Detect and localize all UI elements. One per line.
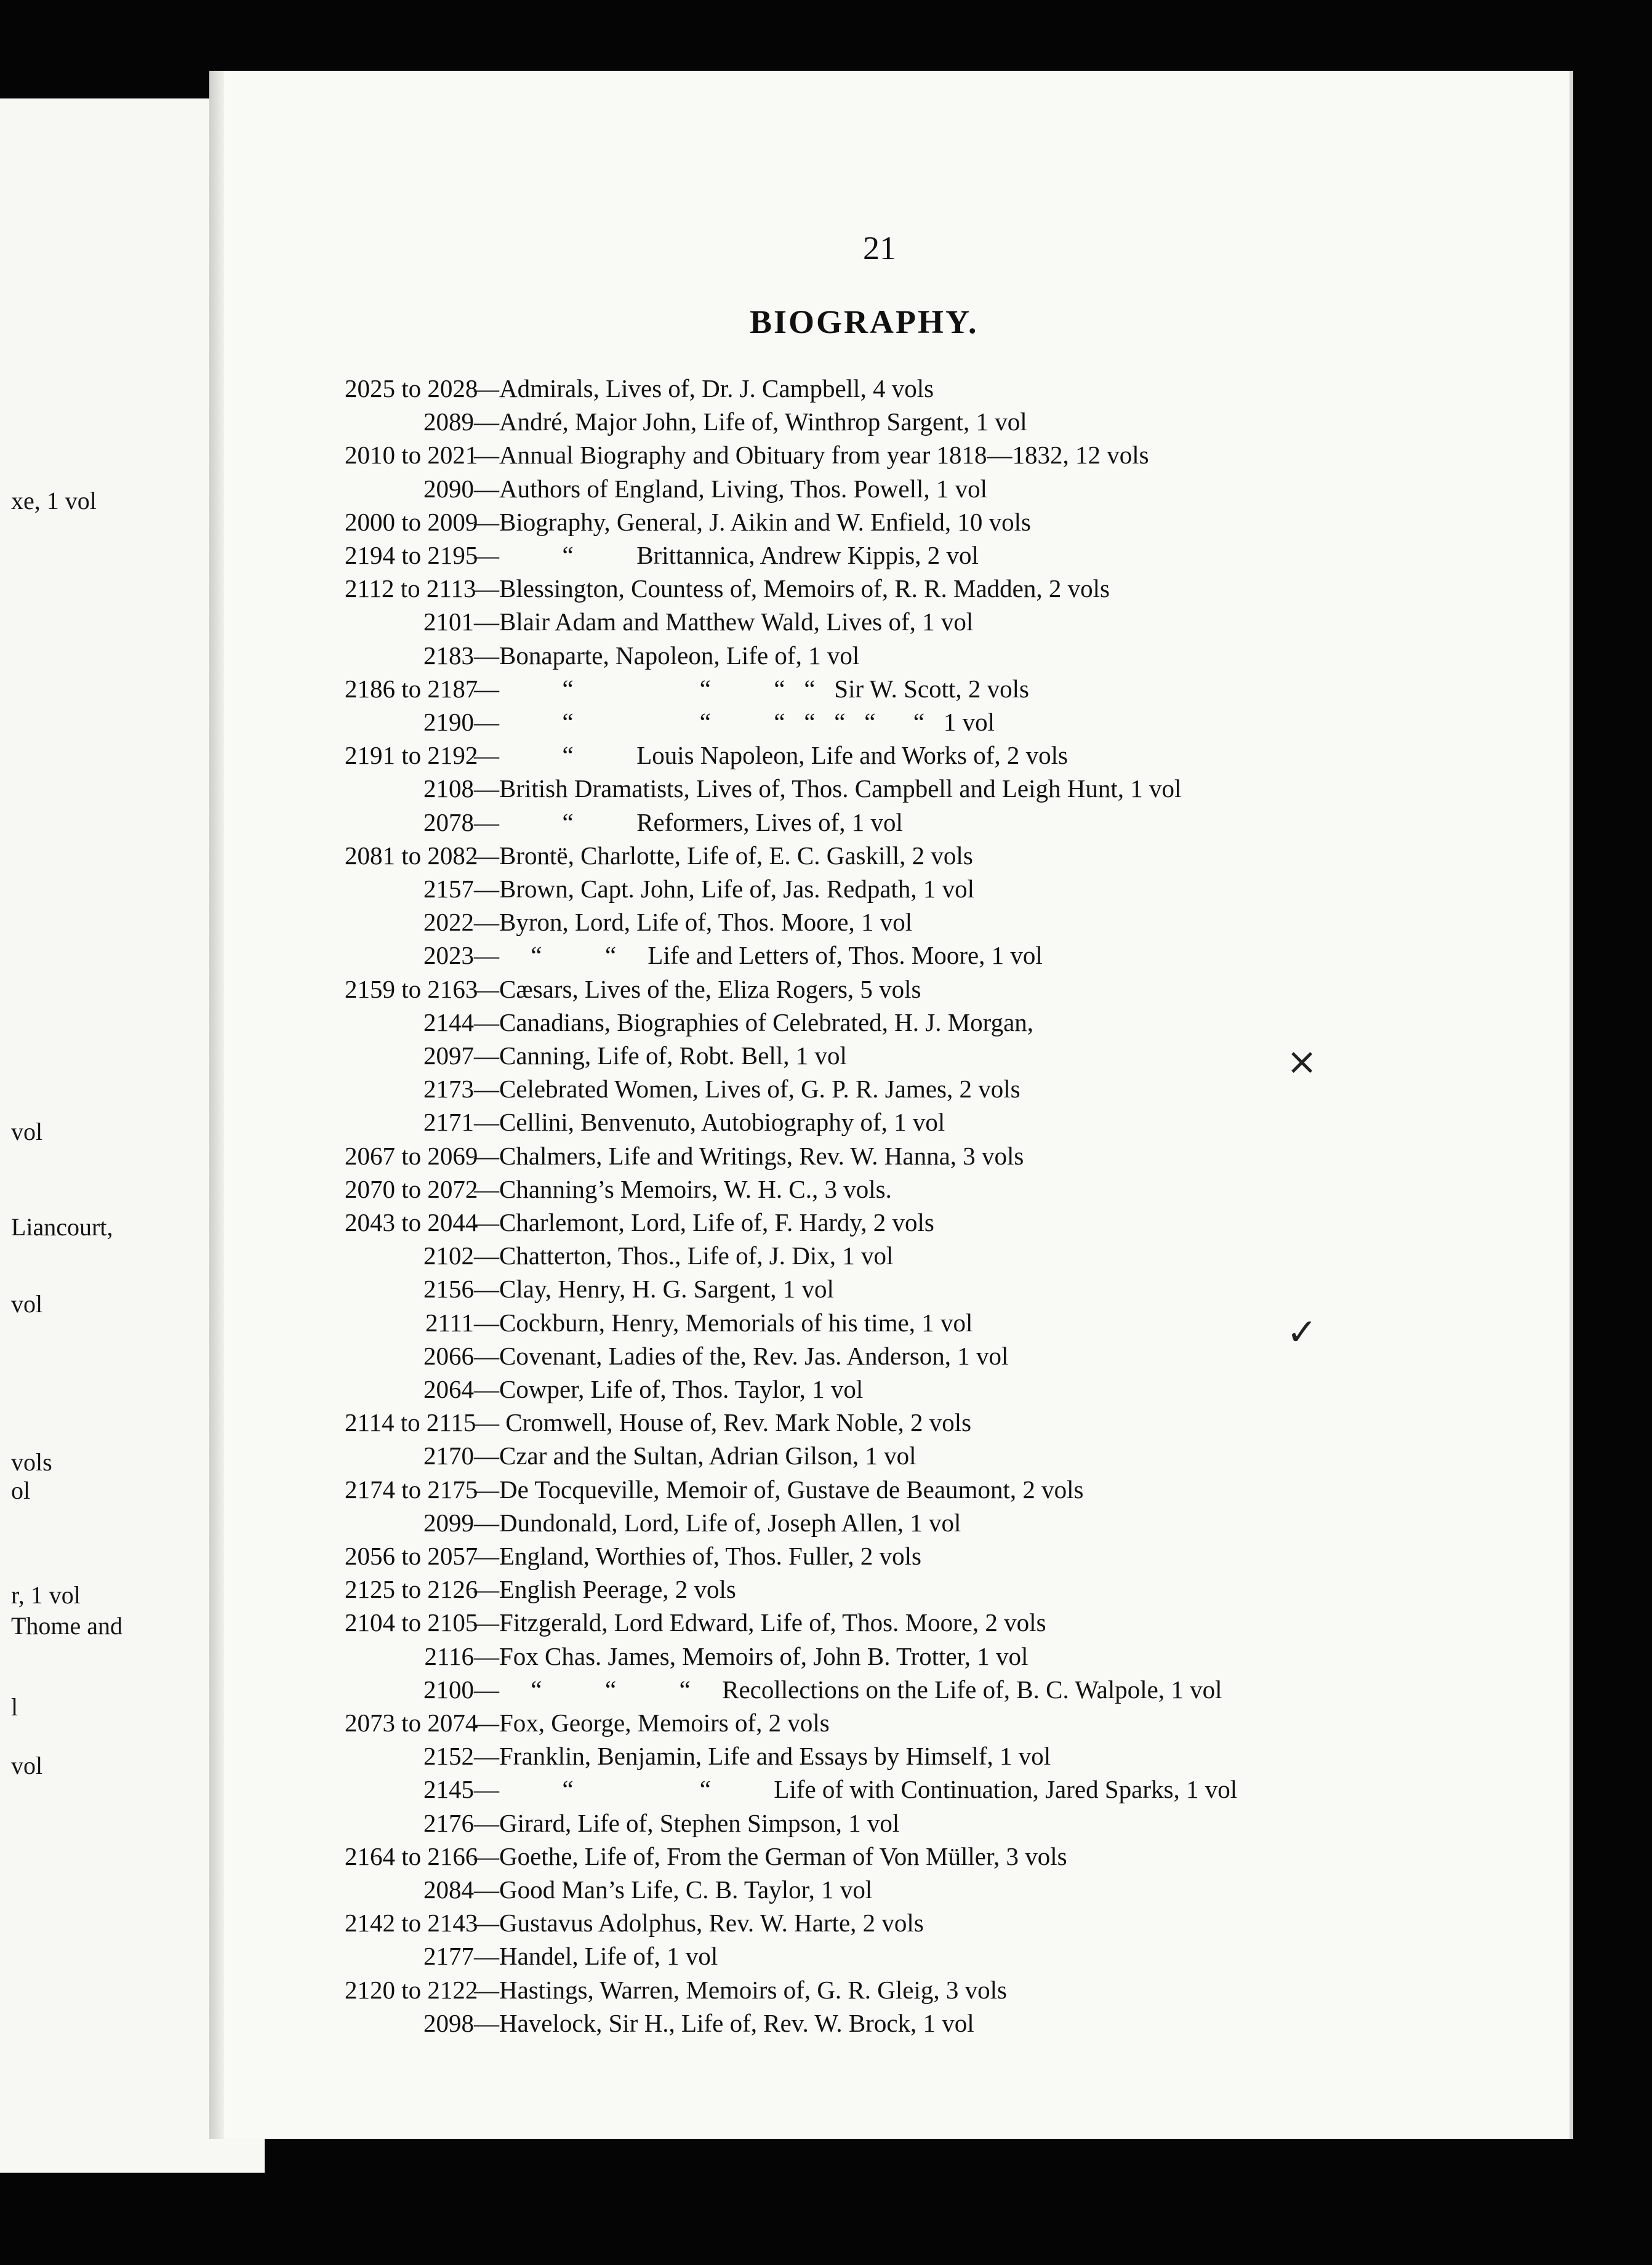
entry-text: —Havelock, Sir H., Life of, Rev. W. Brock, 1 vol <box>474 2008 974 2037</box>
entry-text: — “ “ Life and Letters of, Thos. Moore, 1 vol <box>474 941 1043 970</box>
entry-text: — Cromwell, House of, Rev. Mark Noble, 2 vols <box>474 1408 972 1437</box>
left-page-fragment: xe, 1 vol <box>11 487 97 515</box>
entry-number-range: 2101 <box>423 607 474 636</box>
entry-number-range: 2164 to 2166 <box>345 1842 478 1870</box>
entry-line <box>345 808 903 836</box>
left-page-fragment: l <box>11 1693 18 1721</box>
entry-line <box>345 1875 872 1904</box>
entry-number-range: 2090 <box>423 474 474 503</box>
entry-number-range: 2125 to 2126 <box>345 1575 478 1604</box>
entry-line <box>345 1608 1046 1637</box>
entry-line <box>345 875 974 903</box>
entry-text: —Biography, General, J. Aikin and W. Enfield, 10 vols <box>474 507 1031 536</box>
entry-line <box>345 374 934 403</box>
entry-line <box>345 1575 736 1603</box>
entry-number-range: 2174 to 2175 <box>345 1475 478 1504</box>
entry-line <box>345 1441 916 1470</box>
entry-text: —England, Worthies of, Thos. Fuller, 2 vols <box>474 1542 921 1570</box>
entry-line <box>345 407 1027 436</box>
entry-line <box>345 1342 1008 1370</box>
entry-text: — “ “ “ “ Sir W. Scott, 2 vols <box>474 674 1029 703</box>
entry-number-range: 2073 to 2074 <box>345 1709 478 1737</box>
entry-text: —Fitzgerald, Lord Edward, Life of, Thos. Moore, 2 vols <box>474 1608 1046 1637</box>
entry-line <box>345 1475 1083 1504</box>
entry-text: — “ “ “ “ “ “ “ 1 vol <box>474 708 995 736</box>
entry-text: —Admirals, Lives of, Dr. J. Campbell, 4 vols <box>474 374 934 403</box>
left-page-fragment: vols <box>11 1448 52 1476</box>
entry-line <box>345 607 973 636</box>
entry-number-range: 2111 <box>425 1308 474 1337</box>
entry-number-range: 2177 <box>423 1942 474 1971</box>
entry-line <box>345 1208 934 1237</box>
entry-text: —Authors of England, Living, Thos. Powell, 1 vol <box>474 474 988 503</box>
entry-text: —Chalmers, Life and Writings, Rev. W. Hanna, 3 vols <box>474 1141 1024 1170</box>
entry-line <box>345 475 987 503</box>
entry-number-range: 2114 to 2115 <box>345 1408 476 1437</box>
entry-text: —Gustavus Adolphus, Rev. W. Harte, 2 vols <box>474 1909 924 1938</box>
entry-text: —Fox Chas. James, Memoirs of, John B. Trotter, 1 vol <box>474 1642 1028 1670</box>
entry-number-range: 2097 <box>423 1041 474 1070</box>
entry-line <box>345 1542 921 1570</box>
entry-number-range: 2190 <box>423 708 474 736</box>
entry-number-range: 2157 <box>423 875 474 903</box>
left-page-fragment: ol <box>11 1477 31 1504</box>
left-page-fragment: vol <box>11 1290 43 1318</box>
entry-text: —Goethe, Life of, From the German of Von Müller, 3 vols <box>474 1842 1067 1870</box>
entry-text: —Canadians, Biographies of Celebrated, H. J. Morgan, <box>474 1008 1034 1036</box>
entry-number-range: 2084 <box>423 1875 474 1904</box>
entry-line <box>345 741 1068 769</box>
entry-number-range: 2102 <box>423 1241 474 1270</box>
entry-text: — “ “ Life of with Continuation, Jared Sparks, 1 vol <box>474 1775 1238 1804</box>
entry-line <box>345 1942 718 1970</box>
entry-number-range: 2043 to 2044 <box>345 1208 478 1237</box>
entry-line <box>345 1976 1007 2004</box>
entry-line <box>345 941 1043 969</box>
pencil-tick-mark-icon: ✓ <box>1286 1311 1318 1354</box>
entry-number-range: 2173 <box>423 1075 474 1104</box>
entry-number-range: 2098 <box>423 2008 474 2037</box>
entry-text: —British Dramatists, Lives of, Thos. Campbell and Leigh Hunt, 1 vol <box>474 774 1182 803</box>
left-page-fragment: r, 1 vol <box>11 1581 81 1609</box>
entry-text: —Annual Biography and Obituary from year 1818—1832, 12 vols <box>474 441 1149 470</box>
entry-line <box>345 2009 974 2037</box>
entry-line <box>345 441 1149 469</box>
entry-line <box>345 508 1031 536</box>
entry-text: —English Peerage, 2 vols <box>474 1575 736 1604</box>
entry-text: —Canning, Life of, Robt. Bell, 1 vol <box>474 1041 847 1070</box>
entry-number-range: 2144 <box>423 1008 474 1036</box>
entry-line <box>345 708 995 736</box>
entry-text: —Czar and the Sultan, Adrian Gilson, 1 vol <box>474 1441 916 1470</box>
entry-line <box>345 1008 1033 1036</box>
entry-number-range: 2022 <box>423 908 474 937</box>
entry-line <box>345 1408 971 1437</box>
left-page-fragment: Liancourt, <box>11 1213 113 1241</box>
entry-number-range: 2142 to 2143 <box>345 1909 478 1938</box>
entry-number-range: 2145 <box>423 1775 474 1804</box>
pencil-cross-mark-icon: ⨯ <box>1286 1040 1318 1083</box>
entry-text: —Blair Adam and Matthew Wald, Lives of, 1 vol <box>474 607 974 636</box>
entry-text: —Chatterton, Thos., Life of, J. Dix, 1 vol <box>474 1241 894 1270</box>
entry-number-range: 2070 to 2072 <box>345 1174 478 1203</box>
page-spine <box>209 71 224 2139</box>
entry-number-range: 2176 <box>423 1808 474 1837</box>
entry-number-range: 2112 to 2113 <box>345 574 476 603</box>
entry-text: —Clay, Henry, H. G. Sargent, 1 vol <box>474 1275 834 1304</box>
entry-text: —Celebrated Women, Lives of, G. P. R. James, 2 vols <box>474 1075 1020 1104</box>
entry-number-range: 2099 <box>423 1508 474 1537</box>
entry-number-range: 2108 <box>423 774 474 803</box>
entry-line <box>345 1842 1067 1870</box>
entry-number-range: 2089 <box>423 407 474 436</box>
entry-text: —Handel, Life of, 1 vol <box>474 1942 718 1971</box>
left-page-fragment: Thome and <box>11 1612 123 1640</box>
entry-line <box>345 1309 972 1337</box>
entry-text: —André, Major John, Life of, Winthrop Sargent, 1 vol <box>474 407 1027 436</box>
entry-number-range: 2170 <box>423 1441 474 1470</box>
entry-text: —Cowper, Life of, Thos. Taylor, 1 vol <box>474 1375 864 1403</box>
entry-number-range: 2183 <box>423 641 474 670</box>
entry-number-range: 2067 to 2069 <box>345 1141 478 1170</box>
entry-text: — “ Brittannica, Andrew Kippis, 2 vol <box>474 541 979 569</box>
entry-line <box>345 774 1181 803</box>
entry-text: —Fox, George, Memoirs of, 2 vols <box>474 1709 830 1737</box>
entry-text: —Girard, Life of, Stephen Simpson, 1 vol <box>474 1808 900 1837</box>
entry-line <box>345 975 921 1003</box>
entry-text: —Blessington, Countess of, Memoirs of, R. R. Madden, 2 vols <box>474 574 1110 603</box>
entry-number-range: 2056 to 2057 <box>345 1542 478 1570</box>
entry-line <box>345 1775 1237 1803</box>
entry-number-range: 2171 <box>423 1108 474 1137</box>
entry-text: —Dundonald, Lord, Life of, Joseph Allen, 1 vol <box>474 1508 961 1537</box>
entry-line <box>345 641 859 670</box>
entry-number-range: 2100 <box>423 1675 474 1704</box>
entry-text: —Channing’s Memoirs, W. H. C., 3 vols. <box>474 1174 892 1203</box>
entry-number-range: 2159 to 2163 <box>345 974 478 1003</box>
entry-number-range: 2186 to 2187 <box>345 674 478 703</box>
entry-number-range: 2010 to 2021 <box>345 441 478 470</box>
left-page-fragment: vol <box>11 1752 43 1779</box>
entry-number-range: 2104 to 2105 <box>345 1608 478 1637</box>
entry-text: —Good Man’s Life, C. B. Taylor, 1 vol <box>474 1875 873 1904</box>
entry-number-range: 2025 to 2028 <box>345 374 478 403</box>
entry-line <box>345 1375 863 1403</box>
entry-line <box>345 1075 1020 1103</box>
entry-text: —Cæsars, Lives of the, Eliza Rogers, 5 vols <box>474 974 921 1003</box>
entry-number-range: 2078 <box>423 808 474 836</box>
entry-text: —Brown, Capt. John, Life of, Jas. Redpath, 1 vol <box>474 875 975 903</box>
entry-number-range: 2066 <box>423 1341 474 1370</box>
entry-text: —Byron, Lord, Life of, Thos. Moore, 1 vol <box>474 908 913 937</box>
entry-line <box>345 1509 961 1537</box>
entry-number-range: 2081 to 2082 <box>345 841 478 870</box>
entry-text: — “ Reformers, Lives of, 1 vol <box>474 808 903 836</box>
entry-number-range: 2023 <box>423 941 474 970</box>
entry-line <box>345 1742 1051 1770</box>
entry-number-range: 2194 to 2195 <box>345 541 478 569</box>
entry-line <box>345 1809 899 1837</box>
entry-number-range: 2156 <box>423 1275 474 1304</box>
entry-number-range: 2191 to 2192 <box>345 741 478 770</box>
page-number: 21 <box>863 230 896 267</box>
entry-text: —Covenant, Ladies of the, Rev. Jas. Anderson, 1 vol <box>474 1341 1009 1370</box>
entry-text: — “ Louis Napoleon, Life and Works of, 2 vols <box>474 741 1069 770</box>
entry-line <box>345 1275 834 1303</box>
entry-number-range: 2064 <box>423 1375 474 1403</box>
entry-text: —Cellini, Benvenuto, Autobiography of, 1 vol <box>474 1108 945 1137</box>
entry-number-range: 2116 <box>424 1642 474 1670</box>
entry-text: — “ “ “ Recollections on the Life of, B. C. Walpole, 1 vol <box>474 1675 1222 1704</box>
entry-line <box>345 841 973 870</box>
entry-text: —Hastings, Warren, Memoirs of, G. R. Gleig, 3 vols <box>474 1975 1007 2004</box>
entry-text: —Brontë, Charlotte, Life of, E. C. Gaskill, 2 vols <box>474 841 973 870</box>
entry-line <box>345 1709 830 1737</box>
entry-line <box>345 1108 945 1136</box>
entry-line <box>345 1241 893 1270</box>
entry-text: —De Tocqueville, Memoir of, Gustave de Beaumont, 2 vols <box>474 1475 1084 1504</box>
entry-number-range: 2000 to 2009 <box>345 507 478 536</box>
entry-text: —Charlemont, Lord, Life of, F. Hardy, 2 vols <box>474 1208 934 1237</box>
entry-line <box>345 1041 847 1070</box>
entry-line <box>345 1909 924 1937</box>
entry-line <box>345 1642 1028 1670</box>
entry-line <box>345 574 1110 603</box>
entry-number-range: 2152 <box>423 1742 474 1771</box>
entry-line <box>345 1175 892 1203</box>
entry-line <box>345 1142 1024 1170</box>
entry-text: —Franklin, Benjamin, Life and Essays by Himself, 1 vol <box>474 1742 1051 1771</box>
section-title: BIOGRAPHY. <box>750 303 979 340</box>
entry-text: —Bonaparte, Napoleon, Life of, 1 vol <box>474 641 860 670</box>
entry-number-range: 2120 to 2122 <box>345 1975 478 2004</box>
entry-line <box>345 541 979 569</box>
entry-text: —Cockburn, Henry, Memorials of his time, 1 vol <box>474 1308 973 1337</box>
left-page-fragment: vol <box>11 1118 43 1145</box>
entry-line <box>345 1675 1222 1704</box>
entry-line <box>345 908 912 936</box>
entry-line <box>345 675 1029 703</box>
